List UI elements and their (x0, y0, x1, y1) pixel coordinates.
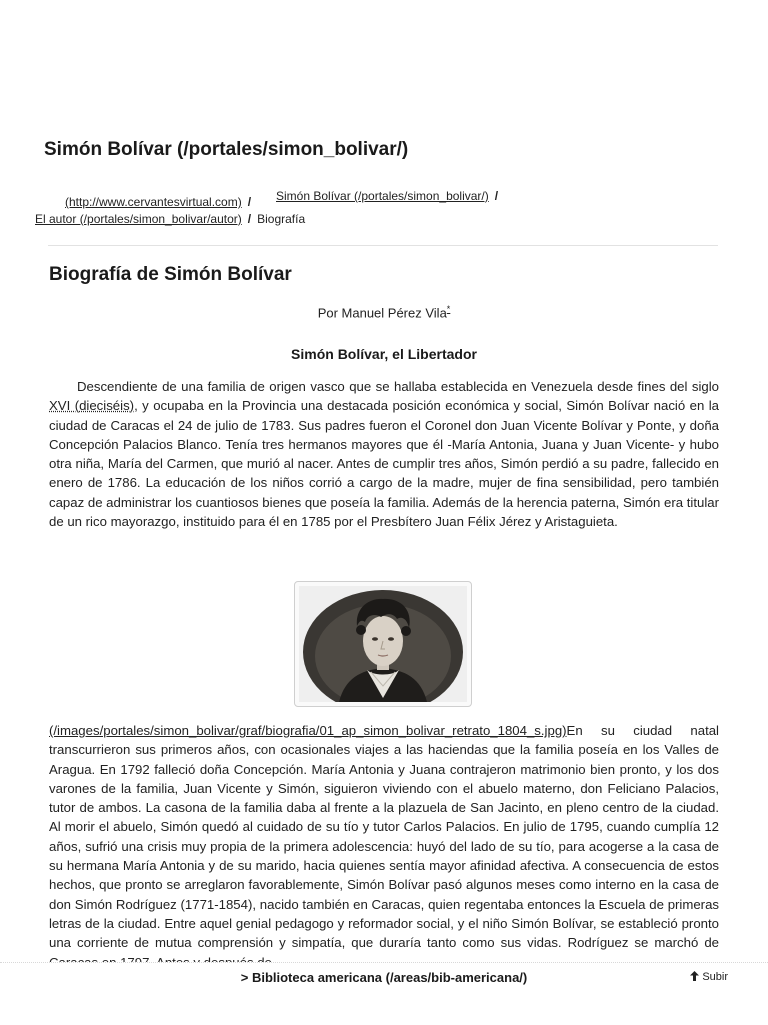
breadcrumb-separator: / (247, 212, 252, 226)
portrait-picture (299, 586, 467, 702)
arrow-up-icon (690, 971, 699, 981)
footnote-link[interactable]: * (446, 304, 451, 314)
author-name: Por Manuel Pérez Vila (317, 305, 447, 321)
portal-title[interactable]: Simón Bolívar (/portales/simon_bolivar/) (44, 139, 409, 160)
footer-bar (0, 962, 768, 1025)
breadcrumb-author-link[interactable]: El autor (/portales/simon_bolivar/autor) (35, 212, 242, 226)
portrait-image[interactable] (294, 581, 472, 707)
paragraph-text: , y ocupaba en la Provincia una destacada posición económica y social, Simón Bolívar nació en la ciudad de Caracas el 24 de julio de 1783. Sus padres fueron el Coronel don Juan Vicente Bolívar y Ponte, y doña Concepción Palacios Blanco. Tenía tres hermanos mayores que él -María Antonia, Juana y Juan Vicente- y hubo otra niña, María del Carmen, que murió al nacer. Antes de cumplir tres años, Simón perdió a su padre, fallecido en enero de 1786. La educación de los niños corrió a cargo de la madre, mujer de fina sensibilidad, pero también capaz de administrar los cuantiosos bienes que poseía la familia. Además de la herencia paterna, Simón era titular de un rico mayorazgo, instituido para él en 1785 por el Presbítero Juan Félix Jérez y Aristaguieta. (49, 398, 720, 530)
paragraph-2 (49, 721, 719, 972)
biblioteca-americana-link[interactable]: > Biblioteca americana (/areas/bib-americana/) (240, 970, 528, 985)
back-to-top-label: Subir (702, 971, 728, 983)
author-line (0, 304, 768, 320)
section-title: Simón Bolívar, el Libertador (291, 346, 477, 362)
breadcrumb-separator: / (247, 195, 252, 209)
breadcrumb-home-link[interactable]: (http://www.cervantesvirtual.com) (65, 195, 242, 209)
breadcrumb-separator: / (494, 189, 499, 203)
back-to-top-button[interactable] (690, 971, 728, 983)
paragraph-text: En su ciudad natal transcurrieron sus primeros años, con ocasionales viajes a las haciendas que la familia poseía en los Valles de Aragua. En 1792 falleció doña Concepción. María Antonia y Juana contrajeron matrimonio bien pronto, y los dos varones de la familia, Juan Vicente y Simón, siguieron viviendo con el abuelo materno, don Feliciano Palacios, tutor de ambos. La casona de la familia daba al frente a la plazuela de San Jacinto, en pleno centro de la ciudad. Al morir el abuelo, Simón quedó al cuidado de su tío y tutor Carlos Palacios. En julio de 1795, cuando cumplía 12 años, sufrió una crisis muy propia de la primera adolescencia: huyó del lado de su tío, para acogerse a la casa de su hermana María Antonia y de su marido, hacia quienes sentía mayor afinidad afectiva. A consecuencia de estos hechos, que pronto se arreglaron favorablemente, Simón Bolívar pasó algunos meses como interno en la casa de don Simón Rodríguez (1771-1854), nacido también en Caracas, quien regentaba entonces la Escuela de primeras letras de la ciudad. Entre aquel genial pedagogo y reformador social, y el niño Simón Bolívar, se estableció pronto una corriente de mutua comprensión y simpatía, que duraría tanto como sus vidas. Rodríguez se marchó de (49, 723, 719, 951)
page-title: Biografía de Simón Bolívar (49, 264, 292, 285)
paragraph-text: Descendiente de una familia de origen vasco que se hallaba establecida en Venezuela desde fines del siglo (77, 379, 719, 394)
breadcrumb-current: Biografía (257, 212, 306, 226)
paragraph-1 (49, 377, 719, 531)
breadcrumb-portal-link[interactable]: Simón Bolívar (/portales/simon_bolivar/) (276, 189, 489, 203)
divider (48, 245, 718, 246)
portrait-image-link[interactable]: (/images/portales/simon_bolivar/graf/biografia/01_ap_simon_bolivar_retrato_1804_s.jpg) (49, 723, 567, 738)
century-abbreviation[interactable]: XVI (dieciséis) (49, 398, 135, 414)
